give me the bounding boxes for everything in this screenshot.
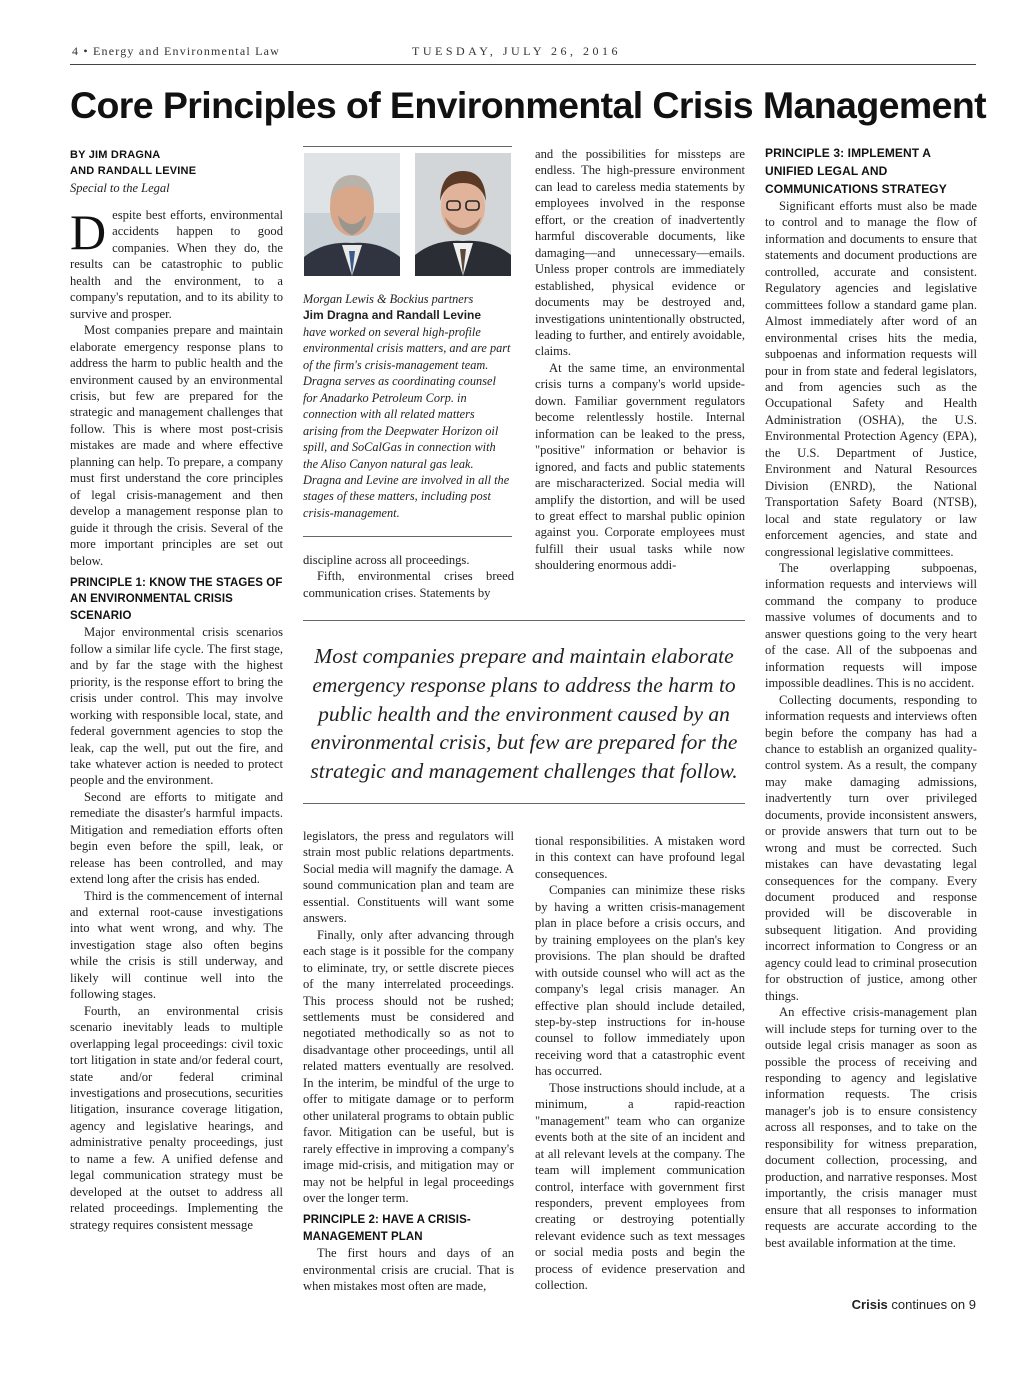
- caption-line: Morgan Lewis & Bockius partners: [303, 292, 474, 306]
- dropcap-letter: D: [70, 204, 107, 260]
- caption-bottom-rule: [303, 536, 512, 537]
- photo-caption: [303, 291, 512, 521]
- running-header-page-info: 4 • Energy and Environmental Law: [72, 44, 280, 58]
- continuation-keyword: Crisis: [851, 1297, 888, 1312]
- body-paragraph: Major environmental crisis scenarios follow a similar life cycle. The first stage, and by far the stage with the highest priority, is the response effort to bring the crisis under control. This may involve working with responsible local, state, and federal government agencies to stop the leak, cap the well, put out the fire, and take whatever action is needed to protect people and the environment.: [70, 625, 283, 788]
- body-paragraph: Second are efforts to mitigate and remediate the disaster's harmful impacts. Mitigation and remediation efforts often begin even before the spill, leak, or release has been controlled, and may extend long after the crisis has ended.: [70, 789, 283, 887]
- body-paragraph: legislators, the press and regulators will strain most public relations departments. Social media will magnify the damage. A sound communication plan and team are essential. Constituents will want some answers.: [303, 829, 514, 926]
- body-paragraph: Fifth, environmental crises breed communication crises. Statements by: [303, 569, 514, 600]
- body-paragraph: Collecting documents, responding to information requests and interviews often begin before the company has had a chance to establish an organized quality-control system. As a result, the company may make damaging admissions, inadvertently turn over privileged documents, provide inconsistent answers, or provide answers that turn out to be wrong and must be corrected. Such mistakes can have devastating legal consequences for the company. Every document produced and response provided will be discoverable in subsequent litigation. And providing incorrect information to Congress or an agency could lead to criminal prosecution for obstruction of justice, among other things.: [765, 692, 977, 1003]
- column-3-top: [535, 146, 745, 574]
- portrait-placeholder-icon: [415, 153, 511, 276]
- author-photo-jim-dragna: [304, 153, 400, 276]
- body-paragraph: Third is the commencement of internal and external root-cause investigations into what went wrong, and why. The investigation stage also often begins while the crisis is still underway, and likely will continue well into the following stages.: [70, 888, 283, 1002]
- article-headline: Core Principles of Environmental Crisis Management: [70, 84, 987, 126]
- continuation-notice: [852, 1297, 976, 1312]
- caption-names: Jim Dragna and Randall Levine: [303, 308, 482, 323]
- body-paragraph: An effective crisis-management plan will include steps for turning over to the outside legal crisis manager as soon as possible the process of receiving and responding to agency and legislative information requests. The crisis manager's job is to ensure consistency across all responses, and to take on the responsibility for witness preparation, document collection, processing, and production, and narrative responses. Most importantly, the crisis manager must ensure that all responses to information requests are accurate according to the best available information at the time.: [765, 1005, 977, 1250]
- column-3-bottom: [535, 833, 745, 1294]
- body-paragraph: and the possibilities for missteps are endless. The high-pressure environment can lead to careless media statements by employees involved in the response effort, or the creation of inadvertently harmful discoverable documents, like damaging—and unnecessary—emails. Unless proper controls are immediately established, physical evidence or documents may be destroyed and, investigations unintentionally obstructed, leading to further, and entirely avoidable, claims.: [535, 147, 745, 359]
- body-paragraph: The first hours and days of an environmental crisis are crucial. That is when mistakes most often are made,: [303, 1246, 514, 1294]
- caption-body: have worked on several high-profile environmental crisis matters, and are part of the firm's crisis-management team. Dragna serves as coordinating counsel for Anadarko Petroleum Corp. in connection with all related matters arising from the Deepwater Horizon oil spill, and SoCalGas in connection with the Aliso Canyon natural gas leak. Dragna and Levine are involved in all the stages of these matters, including post crisis-management.: [303, 324, 511, 520]
- intro-paragraph: Despite best efforts, environmental accidents happen to good companies. When they do, the results can be catastrophic to public health and the environment, to a company's reputation, and to its ability to survive and prosper.: [70, 204, 283, 321]
- byline-author-1: BY JIM DRAGNA: [70, 149, 161, 161]
- byline-affiliation: Special to the Legal: [70, 181, 170, 195]
- running-header-date: TUESDAY, JULY 26, 2016: [412, 44, 622, 58]
- column-2-top: [303, 552, 514, 601]
- body-paragraph: The overlapping subpoenas, information requests and interviews will command the company to produce massive volumes of documents and to answer questions going to the very heart of the case. All of the subpoenas and information requests will impose impossible deadlines. This is no accident.: [765, 560, 977, 691]
- subhead-principle-3: PRINCIPLE 3: IMPLEMENT A UNIFIED LEGAL AND COMMUNICATIONS STRATEGY: [765, 146, 947, 196]
- pull-quote-top-rule: [303, 620, 745, 621]
- subhead-principle-1: PRINCIPLE 1: KNOW THE STAGES OF AN ENVIRONMENTAL CRISIS SCENARIO: [70, 576, 283, 622]
- body-paragraph: Most companies prepare and maintain elaborate emergency response plans to address the harm to public health and the environment caused by an environmental crisis, but few are prepared for the strategic and management challenges that follow. This is where most post-crisis mistakes are made and where effective planning can help. To prepare, a company must first understand the core principles of legal crisis-management and then develop a management response plan to guide it through the crisis. Several of the more important principles are set out below.: [70, 323, 283, 568]
- byline-author-2: AND RANDALL LEVINE: [70, 165, 197, 177]
- pull-quote-bottom-rule: [303, 803, 745, 804]
- portrait-placeholder-icon: [304, 153, 400, 276]
- body-paragraph: Those instructions should include, at a minimum, a rapid-reaction "management" team who can organize events both at the site of an incident and at all relevant levels at the company. The team will implement communication control, interface with government first responders, prevent employees from creating or destroying potentially relevant evidence such as text messages or social media posts and begin the process of evidence preservation and collection.: [535, 1080, 745, 1293]
- column-2-bottom: [303, 828, 514, 1295]
- body-paragraph: discipline across all proceedings.: [303, 553, 470, 567]
- body-paragraph: Finally, only after advancing through each stage is it possible for the company to eliminate, try, or settle discrete pieces of the many interrelated proceedings. This process should not be rushed; settlements must be considered and negotiated methodically so as not to disadvantage other proceedings, until all related matters eventually are resolved. In the interim, be mindful of the urge to offer to mitigate damage or to perform other unilateral programs to obtain public favor. Mitigation can be useful, but is rarely effective in improving a company's image mid-crisis, and mitigation may or may not be helpful in legal proceedings over the longer term.: [303, 927, 514, 1205]
- column-1: [70, 147, 283, 1233]
- body-paragraph: tional responsibilities. A mistaken word in this context can have profound legal consequences.: [535, 834, 745, 881]
- body-paragraph: Fourth, an environmental crisis scenario inevitably leads to multiple overlapping legal proceedings: civil toxic tort litigation in state and/or federal court, state and/or federal criminal investigations and prosecutions, securities litigation, insurance coverage litigation, agency and legislative hearings, and administrative penalty proceedings, just to name a few. A unified defense and legal communication strategy must be developed at the outset to address all related proceedings. Implementing the strategy requires consistent message: [70, 1003, 283, 1232]
- column-4: [765, 144, 977, 1251]
- continuation-text: continues on 9: [891, 1297, 976, 1312]
- pull-quote: Most companies prepare and maintain elaborate emergency response plans to address the harm to public health and the environment caused by an environmental crisis, but few are prepared for the strategic and management challenges that follow.: [310, 644, 738, 784]
- author-photo-randall-levine: [415, 153, 511, 276]
- subhead-principle-2: PRINCIPLE 2: HAVE A CRISIS-MANAGEMENT PLAN: [303, 1214, 471, 1243]
- body-paragraph: Companies can minimize these risks by having a written crisis-management plan in place before a crisis occurs, and by training employees on the plan's key provisions. The plan should be drafted with outside counsel who will act as the company's legal crisis manager. An effective plan should include detailed, step-by-step instructions for in-house counsel to follow immediately upon receiving word that a catastrophic event has occurred.: [535, 883, 745, 1079]
- body-paragraph: Significant efforts must also be made to control and to manage the flow of information and documents to ensure that statements and document productions are controlled, accurate and consistent. Regulatory agencies and legislative committees follow a standard game plan. Almost immediately after word of an environmental crises hits the media, subpoenas and information requests will pour in from state and federal legislators, and from agencies such as the Occupational Safety and Health Administration (OSHA), the U.S. Environmental Protection Agency (EPA), the U.S. Department of Justice, Environment and Natural Resources Division (ENRD), the National Transportation Safety Board (NTSB), local and state regulatory or law enforcement agencies, and state and congressional legislative committees.: [765, 199, 977, 559]
- body-paragraph: At the same time, an environmental crisis turns a company's world upside-down. Familiar government regulators become relentlessly hostile. Internal information can be leaked to the press, "positive" information or behavior is ignored, and facts and public statements are mischaracterized. Social media will amplify the distortion, and will be used to great effect to marshal public opinion against you. Corporate employees must fulfill their usual tasks while now shouldering enormous addi-: [535, 360, 745, 573]
- header-divider: [70, 64, 976, 65]
- photo-top-rule: [303, 146, 512, 147]
